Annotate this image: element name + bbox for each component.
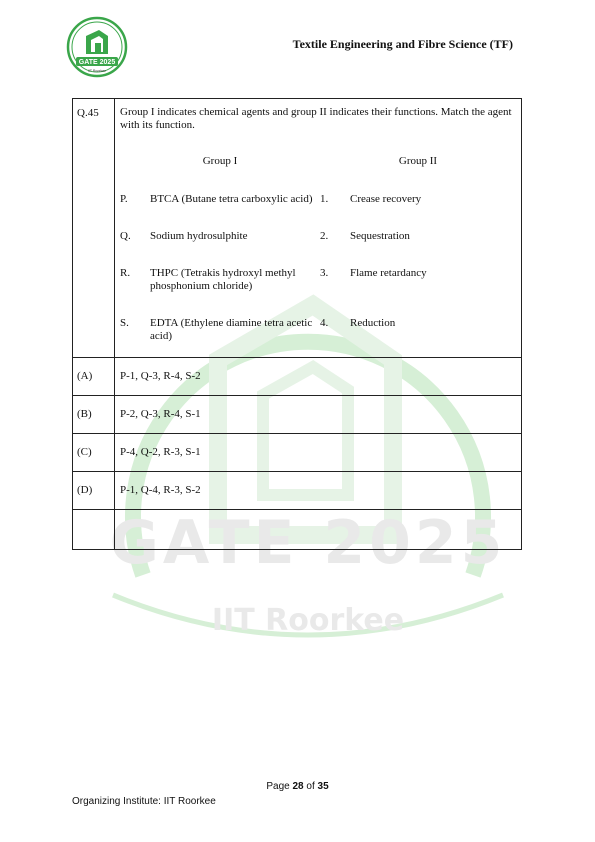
group-2-item: Flame retardancy: [350, 267, 427, 279]
question-number: Q.45: [73, 99, 115, 358]
svg-text:IIT Roorkee: IIT Roorkee: [87, 69, 107, 73]
option-label: (B): [73, 396, 115, 434]
group-1-item: Sodium hydrosulphite: [150, 230, 248, 242]
question-table: [72, 98, 522, 550]
question-text: Group I indicates chemical agents and group II indicates their functions. Match the agent with its function.: [120, 106, 512, 131]
match-table: [120, 155, 516, 347]
group-1-item: THPC (Tetrakis hydroxyl methyl phosphonium chloride): [150, 267, 296, 292]
group-2-label: 1.: [320, 193, 329, 205]
option-text: P-1, Q-4, R-3, S-2: [115, 472, 522, 510]
group-2-item: Reduction: [350, 317, 396, 329]
blank-cell: [115, 510, 522, 550]
svg-text:IIT Roorkee: IIT Roorkee: [211, 603, 405, 638]
organizer-footer: Organizing Institute: IIT Roorkee: [72, 796, 216, 807]
group-1-item: BTCA (Butane tetra carboxylic acid): [150, 193, 313, 205]
current-page: 28: [292, 781, 304, 792]
group-2-label: 2.: [320, 230, 329, 242]
option-text: P-2, Q-3, R-4, S-1: [115, 396, 522, 434]
group-2-header: Group II: [398, 155, 438, 167]
svg-text:GATE 2025: GATE 2025: [78, 59, 116, 66]
total-pages: 35: [317, 781, 329, 792]
option-row[interactable]: [73, 396, 522, 434]
option-row[interactable]: [73, 434, 522, 472]
option-text: P-1, Q-3, R-4, S-2: [115, 358, 522, 396]
blank-row: [73, 510, 522, 550]
option-row[interactable]: [73, 472, 522, 510]
group-1-label: Q.: [120, 230, 131, 242]
group-1-label: S.: [120, 317, 129, 329]
svg-text:GATE 2025: GATE 2025: [109, 508, 507, 578]
option-label: (C): [73, 434, 115, 472]
option-label: (A): [73, 358, 115, 396]
paper-title: Textile Engineering and Fibre Science (TF): [292, 37, 513, 51]
group-2-label: 4.: [320, 317, 329, 329]
group-2-item: Crease recovery: [350, 193, 422, 205]
group-2-item: Sequestration: [350, 230, 410, 242]
option-text: P-4, Q-2, R-3, S-1: [115, 434, 522, 472]
group-1-header: Group I: [202, 155, 238, 167]
option-row[interactable]: [73, 358, 522, 396]
group-1-item: EDTA (Ethylene diamine tetra acetic acid): [150, 317, 313, 342]
gate-2025-logo: [66, 16, 128, 78]
group-1-label: P.: [120, 193, 128, 205]
blank-cell: [73, 510, 115, 550]
group-1-label: R.: [120, 267, 131, 279]
group-2-label: 3.: [320, 267, 329, 279]
option-label: (D): [73, 472, 115, 510]
page-number: Page 28 of 35: [266, 781, 329, 792]
